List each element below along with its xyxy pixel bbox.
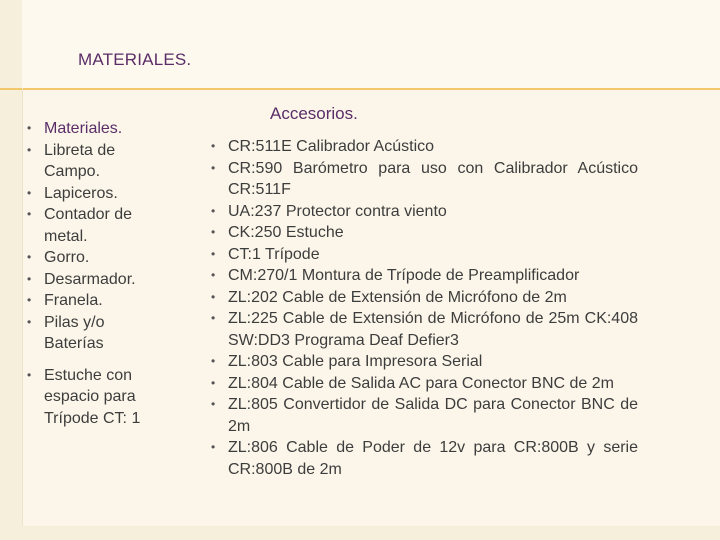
list-item-text: CR:590 Barómetro para uso con Calibrador Acústico CR:511F bbox=[228, 159, 638, 198]
bullet-icon: • bbox=[211, 354, 216, 368]
list-item bbox=[24, 140, 164, 183]
slide-title: MATERIALES. bbox=[78, 50, 192, 69]
list-item bbox=[208, 244, 638, 266]
list-item-text: ZL:805 Convertidor de Salida DC para Conector BNC de 2m bbox=[228, 396, 638, 435]
list-item bbox=[208, 437, 638, 480]
list-item-text: ZL:806 Cable de Poder de 12v para CR:800B y serie CR:800B de 2m bbox=[228, 439, 638, 478]
list-item-text: UA:237 Protector contra viento bbox=[228, 202, 447, 220]
list-item-text: Estuche con espacio para Trípode CT: 1 bbox=[44, 366, 141, 427]
list-item-text: Lapiceros. bbox=[44, 184, 118, 202]
bullet-icon: • bbox=[211, 397, 216, 411]
bullet-icon: • bbox=[211, 289, 216, 304]
list-item bbox=[24, 247, 164, 269]
list-spacer bbox=[24, 355, 164, 365]
bullet-icon: • bbox=[27, 121, 32, 135]
list-item bbox=[24, 290, 164, 312]
list-item-text: Franela. bbox=[44, 292, 103, 309]
bullet-icon: • bbox=[211, 268, 216, 282]
list-item-text: Desarmador. bbox=[44, 270, 136, 288]
list-item bbox=[208, 222, 638, 244]
bullet-icon: • bbox=[211, 225, 216, 239]
list-item-text: Gorro. bbox=[44, 249, 90, 266]
bullet-icon: • bbox=[27, 367, 32, 382]
list-item bbox=[24, 312, 164, 355]
list-item bbox=[208, 308, 638, 351]
list-item-text: ZL:803 Cable para Impresora Serial bbox=[228, 353, 483, 370]
accessories-list bbox=[208, 136, 638, 480]
bullet-icon: • bbox=[211, 246, 216, 261]
list-item bbox=[24, 204, 164, 247]
list-item-text: Materiales. bbox=[44, 120, 123, 137]
bullet-icon: • bbox=[27, 293, 32, 307]
bullet-icon: • bbox=[211, 375, 216, 390]
bullet-icon: • bbox=[27, 207, 32, 221]
bullet-icon: • bbox=[211, 139, 216, 153]
list-item bbox=[208, 201, 638, 223]
list-item-text: CR:511E Calibrador Acústico bbox=[228, 138, 435, 155]
list-item-text: ZL:225 Cable de Extensión de Micrófono de 25m CK:408 SW:DD3 Programa Deaf Defier3 bbox=[228, 310, 638, 349]
title-divider bbox=[0, 88, 720, 90]
bullet-icon: • bbox=[211, 203, 216, 218]
list-item bbox=[24, 269, 164, 291]
list-item bbox=[208, 287, 638, 309]
list-item-text: CM:270/1 Montura de Trípode de Preamplificador bbox=[228, 267, 580, 284]
bullet-icon: • bbox=[27, 314, 32, 329]
accessories-title: Accesorios. bbox=[270, 104, 358, 123]
bullet-icon: • bbox=[211, 160, 216, 175]
list-item bbox=[208, 373, 638, 395]
list-item bbox=[208, 351, 638, 373]
bullet-icon: • bbox=[27, 271, 32, 286]
list-item bbox=[208, 265, 638, 287]
list-item-text: Pilas y/o Baterías bbox=[44, 313, 105, 352]
list-item bbox=[24, 118, 164, 140]
list-item bbox=[208, 158, 638, 201]
top-band bbox=[0, 0, 720, 88]
list-item bbox=[24, 365, 164, 430]
list-item-text: ZL:202 Cable de Extensión de Micrófono de 2m bbox=[228, 288, 567, 306]
list-item-text: Contador de metal. bbox=[44, 206, 133, 245]
left-band bbox=[0, 0, 22, 540]
list-item-text: ZL:804 Cable de Salida AC para Conector BNC de 2m bbox=[228, 374, 614, 392]
list-item bbox=[24, 183, 164, 205]
list-item-text: CT:1 Trípode bbox=[228, 245, 320, 263]
list-item bbox=[208, 394, 638, 437]
list-item-text: CK:250 Estuche bbox=[228, 224, 344, 241]
bullet-icon: • bbox=[211, 311, 216, 325]
list-item-text: Libreta de Campo. bbox=[44, 141, 116, 180]
materials-list bbox=[24, 118, 164, 429]
left-accent-line bbox=[22, 88, 23, 526]
bottom-band bbox=[0, 526, 720, 540]
bullet-icon: • bbox=[211, 440, 216, 454]
bullet-icon: • bbox=[27, 142, 32, 157]
list-item bbox=[208, 136, 638, 158]
bullet-icon: • bbox=[27, 250, 32, 264]
bullet-icon: • bbox=[27, 185, 32, 200]
